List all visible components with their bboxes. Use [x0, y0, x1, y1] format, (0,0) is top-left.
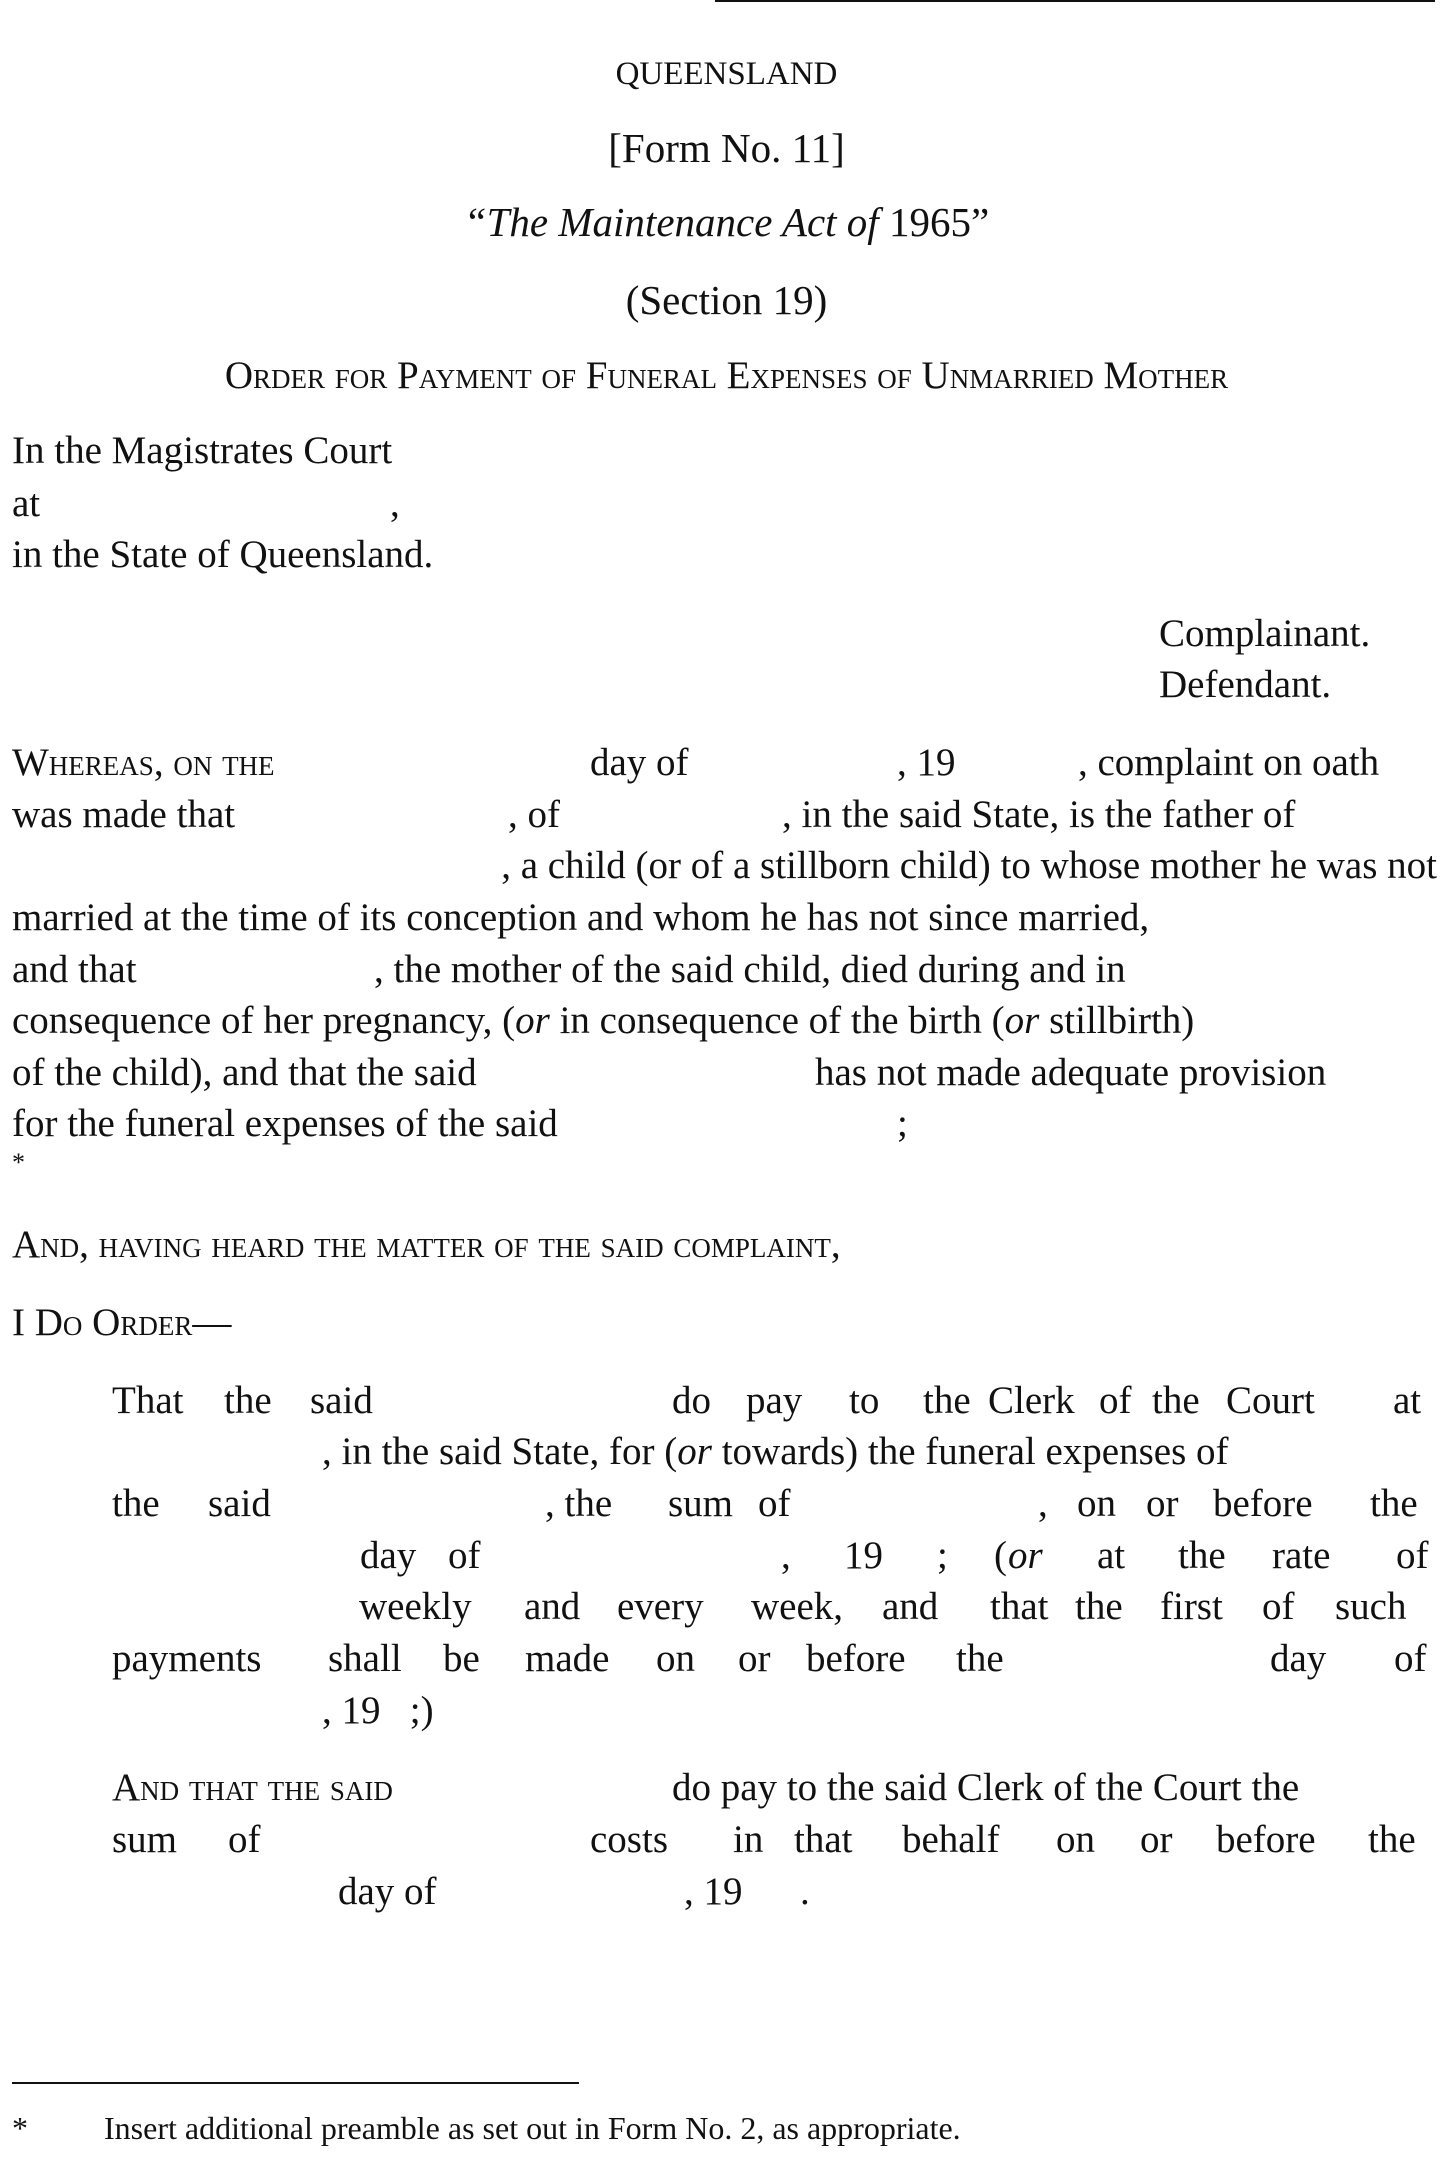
recital-line-7-b: has not made adequate provision [815, 1051, 1327, 1094]
order-line-2-a: , in the said State, for ( [322, 1430, 678, 1473]
recital-line-6-c: in consequence of the birth ( [549, 999, 1005, 1042]
order-line-4-c: , [781, 1534, 791, 1577]
footnote-rule [12, 2082, 579, 2084]
order-line-1-c: said [310, 1379, 373, 1422]
act-title-italic: “The Maintenance Act of [463, 199, 879, 245]
recital-line-6-e: stillbirth) [1039, 999, 1195, 1042]
order-line-5-h: first [1160, 1585, 1223, 1628]
order-line-6-e: on [656, 1637, 695, 1680]
costs-line-2-e: that [794, 1818, 853, 1861]
recital-line-3: , a child (or of a stillborn child) to whose mother he was not [501, 844, 1437, 887]
order-line-3-a: the [112, 1482, 160, 1525]
order-line-3-h: or [1146, 1482, 1179, 1525]
costs-line-2-j: the [1368, 1818, 1416, 1861]
order-line-3-c: , the [545, 1482, 613, 1525]
recital-line-8-a: for the funeral expenses of the said [12, 1102, 558, 1145]
footnote-marker: * [12, 2110, 28, 2146]
form-number: [Form No. 11] [608, 125, 845, 171]
act-title [0, 199, 1453, 245]
order-line-6-g: before [806, 1637, 906, 1680]
order-line-1-e: pay [746, 1379, 803, 1422]
order-line-7: , 19 ;) [322, 1689, 434, 1732]
recital-line-1-a: Whereas, on the [12, 741, 275, 784]
order-line-3-f: , [1038, 1482, 1048, 1525]
recital-line-7-a: of the child), and that the said [12, 1051, 477, 1094]
section-reference: (Section 19) [625, 277, 828, 323]
defendant-label: Defendant. [1159, 663, 1332, 706]
complainant-label: Complainant. [1159, 612, 1371, 655]
court-name: In the Magistrates Court [12, 429, 393, 472]
costs-line-2-f: behalf [902, 1818, 1000, 1861]
order-line-6-c: be [443, 1637, 480, 1680]
order-line-4-k: of [1396, 1534, 1429, 1577]
order-line-6-d: made [525, 1637, 610, 1680]
heard-clause: And, having heard the matter of the said complaint, [12, 1223, 841, 1266]
recital-line-2-c: , in the said State, is the father of [782, 793, 1296, 836]
recital-line-8-b: ; [897, 1102, 908, 1145]
order-line-1-k: Court [1226, 1379, 1315, 1422]
costs-line-2-d: in [733, 1818, 764, 1861]
order-line-3-e: of [758, 1482, 791, 1525]
court-state: in the State of Queensland. [12, 533, 434, 576]
costs-line-2-g: on [1056, 1818, 1095, 1861]
costs-line-2-a: sum [112, 1818, 178, 1861]
court-at-comma: , [390, 482, 400, 525]
order-line-6-f: or [738, 1637, 771, 1680]
recital-line-6 [12, 1001, 1194, 1040]
order-line-6-a: payments [112, 1637, 262, 1680]
order-line-5-a: weekly [359, 1585, 472, 1628]
order-line-4-j: rate [1272, 1534, 1331, 1577]
jurisdiction-heading: QUEENSLAND [615, 56, 838, 92]
order-line-5-i: of [1262, 1585, 1295, 1628]
order-line-1-j: the [1152, 1379, 1200, 1422]
order-line-4-i: the [1178, 1534, 1226, 1577]
order-line-5-e: and [882, 1585, 939, 1628]
recital-line-5-a: and that [12, 948, 137, 991]
order-line-1-f: to [849, 1379, 880, 1422]
order-line-1-i: of [1099, 1379, 1132, 1422]
order-line-1-h: Clerk [988, 1379, 1075, 1422]
order-title: Order for Payment of Funeral Expenses of Unmarried Mother [224, 354, 1229, 397]
order-line-4-b: of [448, 1534, 481, 1577]
recital-line-1-d: , complaint on oath [1078, 741, 1380, 784]
order-line-4-h: at [1097, 1534, 1126, 1577]
recital-line-5-b: , the mother of the said child, died during and in [374, 948, 1126, 991]
recital-line-6-or-2: or [1004, 999, 1040, 1042]
top-rule [715, 0, 1435, 2]
recital-asterisk: * [12, 1148, 25, 1177]
order-line-2 [322, 1432, 1229, 1471]
order-line-4-e: ; [937, 1534, 948, 1577]
act-title-year: 1965” [878, 199, 990, 245]
footnote-text: Insert additional preamble as set out in Form No. 2, as appropriate. [104, 2110, 961, 2146]
order-line-1-l: at [1393, 1379, 1422, 1422]
recital-line-6-a: consequence of her pregnancy, ( [12, 999, 516, 1042]
costs-line-3-c: . [800, 1870, 810, 1913]
costs-line-2-c: costs [590, 1818, 668, 1861]
recital-line-2-b: , of [508, 793, 560, 836]
order-line-1-a: That [112, 1379, 184, 1422]
order-line-2-c: towards) the funeral expenses of [711, 1430, 1229, 1473]
order-line-6-h: the [956, 1637, 1004, 1680]
recital-line-1-b: day of [590, 741, 689, 784]
order-line-3-j: the [1370, 1482, 1418, 1525]
costs-line-3-b: , 19 [684, 1870, 743, 1913]
recital-line-2-a: was made that [12, 793, 236, 836]
order-line-6-b: shall [328, 1637, 402, 1680]
order-line-3-g: on [1077, 1482, 1116, 1525]
order-line-5-c: every [617, 1585, 704, 1628]
order-heading: I Do Order— [12, 1301, 232, 1344]
order-line-5-b: and [524, 1585, 581, 1628]
order-line-4-f: ( [994, 1534, 1007, 1577]
order-line-2-or: or [677, 1430, 712, 1473]
costs-line-2-i: before [1216, 1818, 1316, 1861]
order-line-1-g: the [923, 1379, 971, 1422]
order-line-4-d: 19 [844, 1534, 883, 1577]
costs-line-1-b: do pay to the said Clerk of the Court the [672, 1766, 1300, 1809]
order-line-6-i: day [1270, 1637, 1327, 1680]
order-line-4-or: or [1008, 1534, 1043, 1577]
order-line-5-j: such [1335, 1585, 1407, 1628]
costs-line-2-b: of [228, 1818, 261, 1861]
order-line-4-a: day [360, 1534, 417, 1577]
recital-line-6-or-1: or [515, 999, 550, 1042]
order-line-1-d: do [672, 1379, 711, 1422]
order-line-5-g: the [1075, 1585, 1123, 1628]
order-line-5-f: that [990, 1585, 1049, 1628]
costs-line-2-h: or [1140, 1818, 1173, 1861]
order-line-1-b: the [224, 1379, 272, 1422]
order-line-5-d: week, [751, 1585, 844, 1628]
recital-line-1-c: , 19 [897, 741, 956, 784]
order-line-3-i: before [1213, 1482, 1313, 1525]
recital-line-4: married at the time of its conception and whom he has not since married, [12, 896, 1150, 939]
costs-line-3-a: day of [338, 1870, 437, 1913]
order-line-3-b: said [208, 1482, 271, 1525]
court-at-label: at [12, 482, 41, 525]
costs-line-1-a: And that the said [112, 1766, 393, 1809]
order-line-3-d: sum [668, 1482, 734, 1525]
order-line-6-j: of [1394, 1637, 1427, 1680]
